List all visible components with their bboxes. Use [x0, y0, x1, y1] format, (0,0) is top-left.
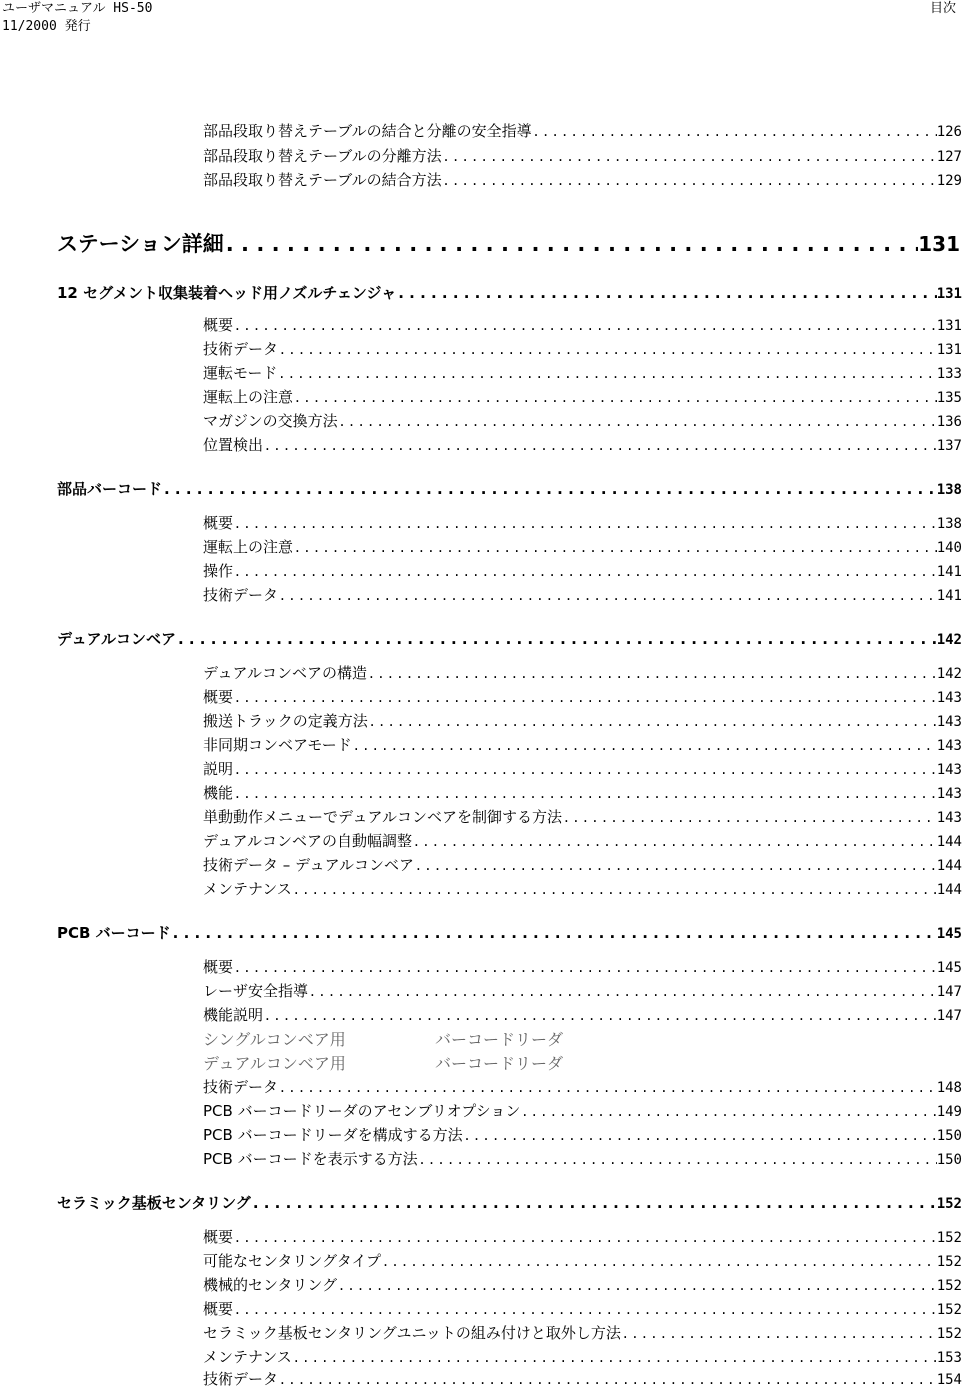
section-page: 152 — [936, 1196, 962, 1212]
section-title: PCB バーコード — [57, 924, 171, 942]
toc-entry[interactable] — [203, 560, 962, 580]
toc-entry[interactable] — [203, 662, 962, 682]
toc-entry[interactable] — [203, 434, 962, 454]
toc-entry-title: 機能説明 — [203, 1006, 264, 1024]
toc-entry-title: メンテナンス — [203, 880, 292, 898]
toc-chapter[interactable] — [57, 228, 960, 256]
subrow-left: シングルコンベア用 — [203, 1030, 346, 1049]
toc-entry-page: 143 — [936, 738, 962, 754]
toc-entry[interactable] — [203, 1148, 962, 1168]
toc-section[interactable] — [57, 922, 962, 942]
toc-entry-title: 操作 — [203, 562, 234, 580]
toc-entry-title: 技術データ — [203, 1078, 279, 1096]
section-page: 145 — [936, 926, 962, 942]
toc-entry-page: 150 — [936, 1128, 962, 1144]
toc-entry-title: 部品段取り替えテーブルの結合方法 — [203, 171, 442, 189]
toc-entry-title: 単動動作メニューでデュアルコンベアを制御する方法 — [203, 808, 562, 826]
toc-entry-title: 概要 — [203, 316, 234, 334]
toc-entry-page: 137 — [936, 438, 962, 454]
toc-entry[interactable] — [203, 536, 962, 556]
toc-entry-page: 152 — [936, 1254, 962, 1270]
toc-entry-title: 技術データ — [203, 1370, 279, 1388]
toc-entry-title: 技術データ — [203, 340, 279, 358]
toc-entry-page: 144 — [936, 834, 962, 850]
toc-entry[interactable] — [203, 169, 962, 189]
toc-entry-page: 145 — [936, 960, 962, 976]
toc-entry-page: 142 — [936, 666, 962, 682]
toc-entry-title: PCB バーコードを表示する方法 — [203, 1150, 418, 1168]
toc-entry-page: 126 — [936, 124, 962, 140]
toc-entry-title: セラミック基板センタリングユニットの組み付けと取外し方法 — [203, 1324, 621, 1342]
toc-entry-page: 140 — [936, 540, 962, 556]
toc-entry[interactable] — [203, 120, 962, 140]
toc-entry-page: 149 — [936, 1104, 962, 1120]
chapter-title: ステーション詳細 — [57, 232, 224, 256]
toc-entry-title: 位置検出 — [203, 436, 264, 454]
toc-entry-title: 部品段取り替えテーブルの結合と分離の安全指導 — [203, 122, 532, 140]
toc-entry-title: 概要 — [203, 1228, 234, 1246]
toc-entry[interactable] — [203, 1226, 962, 1246]
toc-section[interactable] — [57, 478, 962, 498]
toc-entry-title: メンテナンス — [203, 1348, 292, 1366]
toc-entry-title: 技術データ – デュアルコンベア — [203, 856, 414, 874]
section-title: 12 セグメント収集装着ヘッド用ノズルチェンジャ — [57, 284, 397, 302]
toc-entry-title: 運転上の注意 — [203, 538, 294, 556]
subrow-left: デュアルコンベア用 — [203, 1054, 346, 1073]
toc-entry-title: レーザ安全指導 — [203, 982, 309, 1000]
toc-entry-title: 可能なセンタリングタイプ — [203, 1252, 382, 1270]
section-title: デュアルコンベア — [57, 630, 176, 648]
toc-entry-page: 127 — [936, 149, 962, 165]
toc-entry[interactable] — [203, 980, 962, 1000]
toc-section[interactable] — [57, 628, 962, 648]
toc-entry[interactable] — [203, 1100, 962, 1120]
toc-entry-page: 133 — [936, 366, 962, 382]
toc-section[interactable] — [57, 282, 962, 302]
toc-entry[interactable] — [203, 686, 962, 706]
toc-entry[interactable] — [203, 386, 962, 406]
toc-entry-page: 152 — [936, 1230, 962, 1246]
toc-entry-title: 部品段取り替えテーブルの分離方法 — [203, 147, 442, 165]
toc-entry-page: 138 — [936, 516, 962, 532]
toc-entry-page: 154 — [936, 1372, 962, 1388]
toc-entry[interactable] — [203, 1346, 962, 1366]
toc-entry[interactable] — [203, 710, 962, 730]
toc-entry[interactable] — [203, 584, 962, 604]
toc-entry-page: 152 — [936, 1302, 962, 1318]
toc-entry-page: 152 — [936, 1278, 962, 1294]
toc-entry[interactable] — [203, 830, 962, 850]
toc-entry[interactable] — [203, 1368, 962, 1388]
toc-entry[interactable] — [203, 1322, 962, 1342]
toc-entry-page: 143 — [936, 714, 962, 730]
toc-entry-title: 非同期コンベアモード — [203, 736, 352, 754]
toc-entry-title: デュアルコンベアの自動幅調整 — [203, 832, 412, 850]
toc-entry-page: 147 — [936, 1008, 962, 1024]
toc-entry-page: 141 — [936, 588, 962, 604]
toc-entry-page: 152 — [936, 1326, 962, 1342]
toc-subrow — [203, 1051, 563, 1071]
toc-entry-page: 143 — [936, 810, 962, 826]
toc-entry[interactable] — [203, 758, 962, 778]
toc-entry-title: 機械的センタリング — [203, 1276, 338, 1294]
toc-entry[interactable] — [203, 1076, 962, 1096]
toc-entry[interactable] — [203, 338, 962, 358]
toc-entry-page: 144 — [936, 882, 962, 898]
toc-entry[interactable] — [203, 1004, 962, 1024]
section-page: 131 — [936, 286, 962, 302]
toc-entry-title: デュアルコンベアの構造 — [203, 664, 367, 682]
manual-title: ユーザマニュアル HS-50 — [2, 1, 153, 16]
toc-entry-page: 150 — [936, 1152, 962, 1168]
toc-entry-title: 概要 — [203, 688, 234, 706]
toc-entry-title: PCB バーコードリーダのアセンブリオプション — [203, 1102, 521, 1120]
chapter-page: 131 — [918, 232, 960, 256]
toc-entry[interactable] — [203, 956, 962, 976]
toc-entry[interactable] — [203, 1250, 962, 1270]
toc-subrow — [203, 1027, 563, 1047]
toc-entry-page: 143 — [936, 690, 962, 706]
subrow-right: バーコードリーダ — [435, 1030, 564, 1049]
toc-entry[interactable] — [203, 734, 962, 754]
toc-entry-page: 143 — [936, 762, 962, 778]
toc-entry-page: 144 — [936, 858, 962, 874]
section-page: 142 — [936, 632, 962, 648]
toc-entry-page: 147 — [936, 984, 962, 1000]
toc-entry[interactable] — [203, 806, 962, 826]
toc-entry-title: PCB バーコードリーダを構成する方法 — [203, 1126, 463, 1144]
toc-entry[interactable] — [203, 782, 962, 802]
toc-entry-title: 運転上の注意 — [203, 388, 294, 406]
toc-section[interactable] — [57, 1192, 962, 1212]
toc-entry-page: 143 — [936, 786, 962, 802]
toc-entry-title: 説明 — [203, 760, 234, 778]
toc-entry-title: 搬送トラックの定義方法 — [203, 712, 368, 730]
toc-entry-title: 概要 — [203, 514, 234, 532]
toc-entry-page: 131 — [936, 342, 962, 358]
toc-entry[interactable] — [203, 1274, 962, 1294]
toc-entry-page: 135 — [936, 390, 962, 406]
section-label: 目次 — [929, 1, 956, 16]
toc-entry-title: マガジンの交換方法 — [203, 412, 338, 430]
toc-entry[interactable] — [203, 512, 962, 532]
toc-entry-title: 概要 — [203, 958, 234, 976]
toc-entry-title: 技術データ — [203, 586, 279, 604]
section-title: セラミック基板センタリング — [57, 1194, 251, 1212]
toc-entry-page: 131 — [936, 318, 962, 334]
toc-entry[interactable] — [203, 1298, 962, 1318]
section-title: 部品バーコード — [57, 480, 163, 498]
toc-entry[interactable] — [203, 362, 962, 382]
toc-entry-page: 153 — [936, 1350, 962, 1366]
toc-entry-title: 機能 — [203, 784, 234, 802]
toc-entry[interactable] — [203, 314, 962, 334]
toc-entry[interactable] — [203, 410, 962, 430]
toc-entry-title: 概要 — [203, 1300, 234, 1318]
section-page: 138 — [936, 482, 962, 498]
toc-entry-page: 141 — [936, 564, 962, 580]
toc-entry-page: 148 — [936, 1080, 962, 1096]
toc-entry-title: 運転モード — [203, 364, 278, 382]
toc-entry[interactable] — [203, 1124, 962, 1144]
running-header — [2, 0, 152, 36]
toc-entry[interactable] — [203, 854, 962, 874]
subrow-right: バーコードリーダ — [435, 1054, 564, 1073]
toc-entry[interactable] — [203, 145, 962, 165]
toc-entry[interactable] — [203, 878, 962, 898]
toc-entry-page: 136 — [936, 414, 962, 430]
issue-date: 11/2000 発行 — [2, 19, 91, 34]
toc-entry-page: 129 — [936, 173, 962, 189]
